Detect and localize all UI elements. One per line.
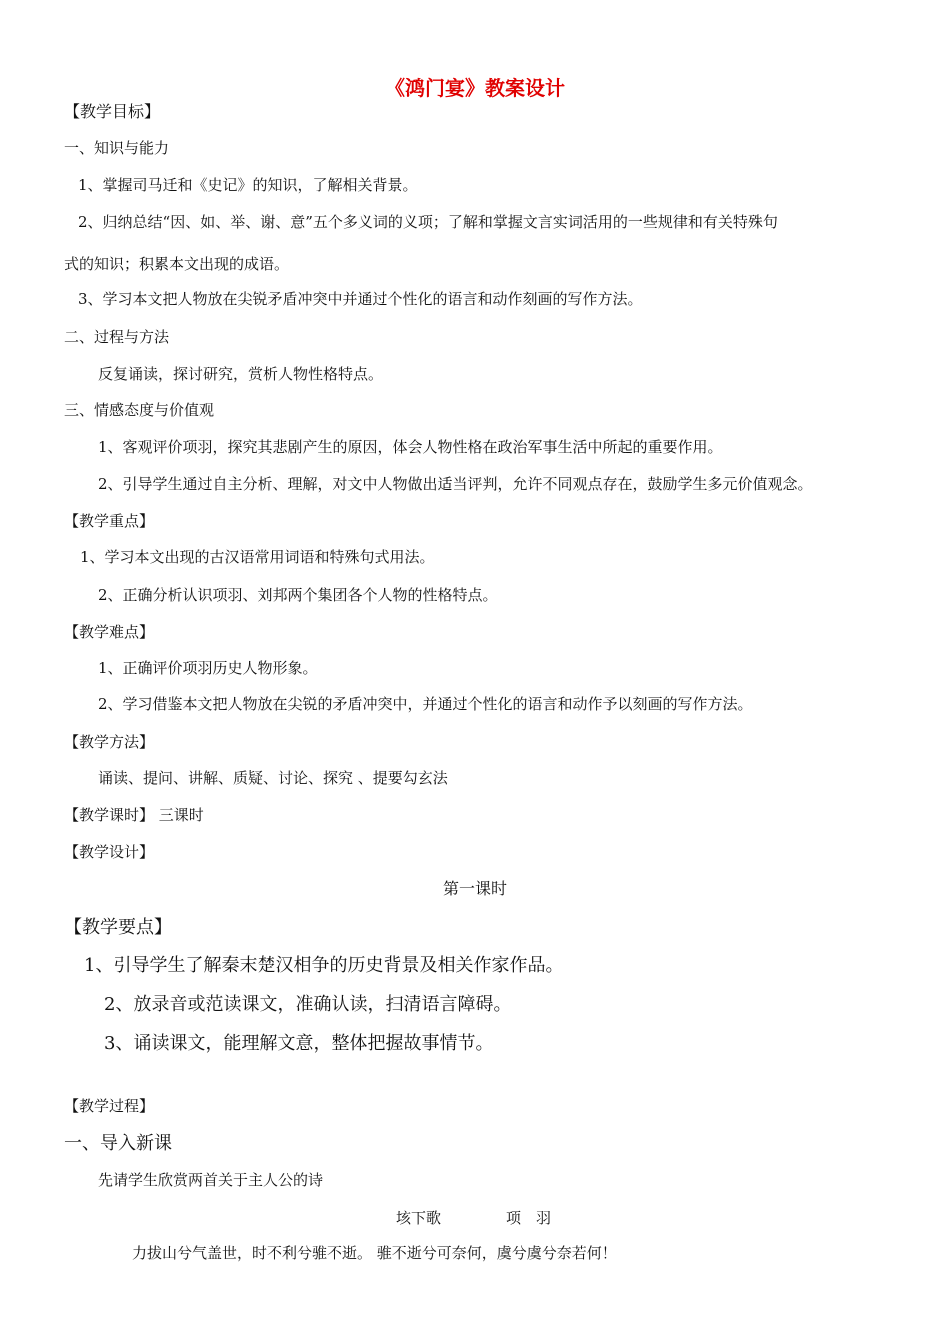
difficulties-heading: 【教学难点】 bbox=[64, 623, 155, 641]
methods-heading: 【教学方法】 bbox=[64, 733, 155, 751]
knowledge-ability-heading: 一、知识与能力 bbox=[64, 139, 170, 157]
emotion-item-2: 2、引导学生通过自主分析、理解，对文中人物做出适当评判，允许不同观点存在，鼓励学生多元价值观念。 bbox=[98, 475, 813, 493]
difficulty-1: 1、正确评价项羽历史人物形象。 bbox=[98, 659, 318, 677]
poem-author: 项 羽 bbox=[506, 1209, 552, 1227]
essential-item-3: 3、诵读课文，能理解文意，整体把握故事情节。 bbox=[104, 1033, 494, 1054]
intro-text: 先请学生欣赏两首关于主人公的诗 bbox=[98, 1171, 324, 1189]
methods-text: 诵读、提问、讲解、质疑、讨论、探究 、提要勾玄法 bbox=[98, 769, 448, 787]
document-title: 《鸿门宴》教案设计 bbox=[385, 76, 565, 100]
process-method-heading: 二、过程与方法 bbox=[64, 328, 170, 346]
poem-line: 力拔山兮气盖世，时不利兮骓不逝。 骓不逝兮可奈何，虞兮虞兮奈若何！ bbox=[132, 1244, 617, 1262]
process-method-text: 反复诵读，探讨研究，赏析人物性格特点。 bbox=[98, 365, 384, 383]
essentials-heading: 【教学要点】 bbox=[64, 917, 172, 938]
objective-item-2: 2、归纳总结“因、如、举、谢、意”五个多义词的义项；了解和掌握文言实词活用的一些规律和有关特殊句 bbox=[78, 213, 778, 231]
essential-item-2: 2、放录音或范读课文，准确认读，扫清语言障碍。 bbox=[104, 994, 512, 1015]
key-point-1: 1、学习本文出现的古汉语常用词语和特殊句式用法。 bbox=[80, 548, 435, 566]
objective-item-3: 3、学习本文把人物放在尖锐矛盾冲突中并通过个性化的语言和动作刻画的写作方法。 bbox=[78, 290, 643, 308]
objective-item-2-cont: 式的知识；积累本文出现的成语。 bbox=[64, 255, 290, 273]
poem-title: 垓下歌 bbox=[396, 1209, 442, 1227]
objective-item-1: 1、掌握司马迁和《史记》的知识，了解相关背景。 bbox=[78, 176, 418, 194]
emotion-values-heading: 三、情感态度与价值观 bbox=[64, 401, 215, 419]
essential-item-1: 1、引导学生了解秦末楚汉相争的历史背景及相关作家作品。 bbox=[84, 955, 564, 976]
key-points-heading: 【教学重点】 bbox=[64, 512, 155, 530]
design-heading: 【教学设计】 bbox=[64, 843, 155, 861]
process-heading: 【教学过程】 bbox=[64, 1097, 155, 1115]
hours-line: 【教学课时】 三课时 bbox=[64, 806, 204, 824]
lesson-title: 第一课时 bbox=[442, 879, 507, 898]
difficulty-2: 2、学习借鉴本文把人物放在尖锐的矛盾冲突中，并通过个性化的语言和动作予以刻画的写作方法。 bbox=[98, 695, 753, 713]
intro-heading: 一、导入新课 bbox=[64, 1133, 172, 1154]
emotion-item-1: 1、客观评价项羽，探究其悲剧产生的原因，体会人物性格在政治军事生活中所起的重要作用。 bbox=[98, 438, 723, 456]
objectives-heading: 【教学目标】 bbox=[64, 102, 161, 121]
key-point-2: 2、正确分析认识项羽、刘邦两个集团各个人物的性格特点。 bbox=[98, 586, 498, 604]
